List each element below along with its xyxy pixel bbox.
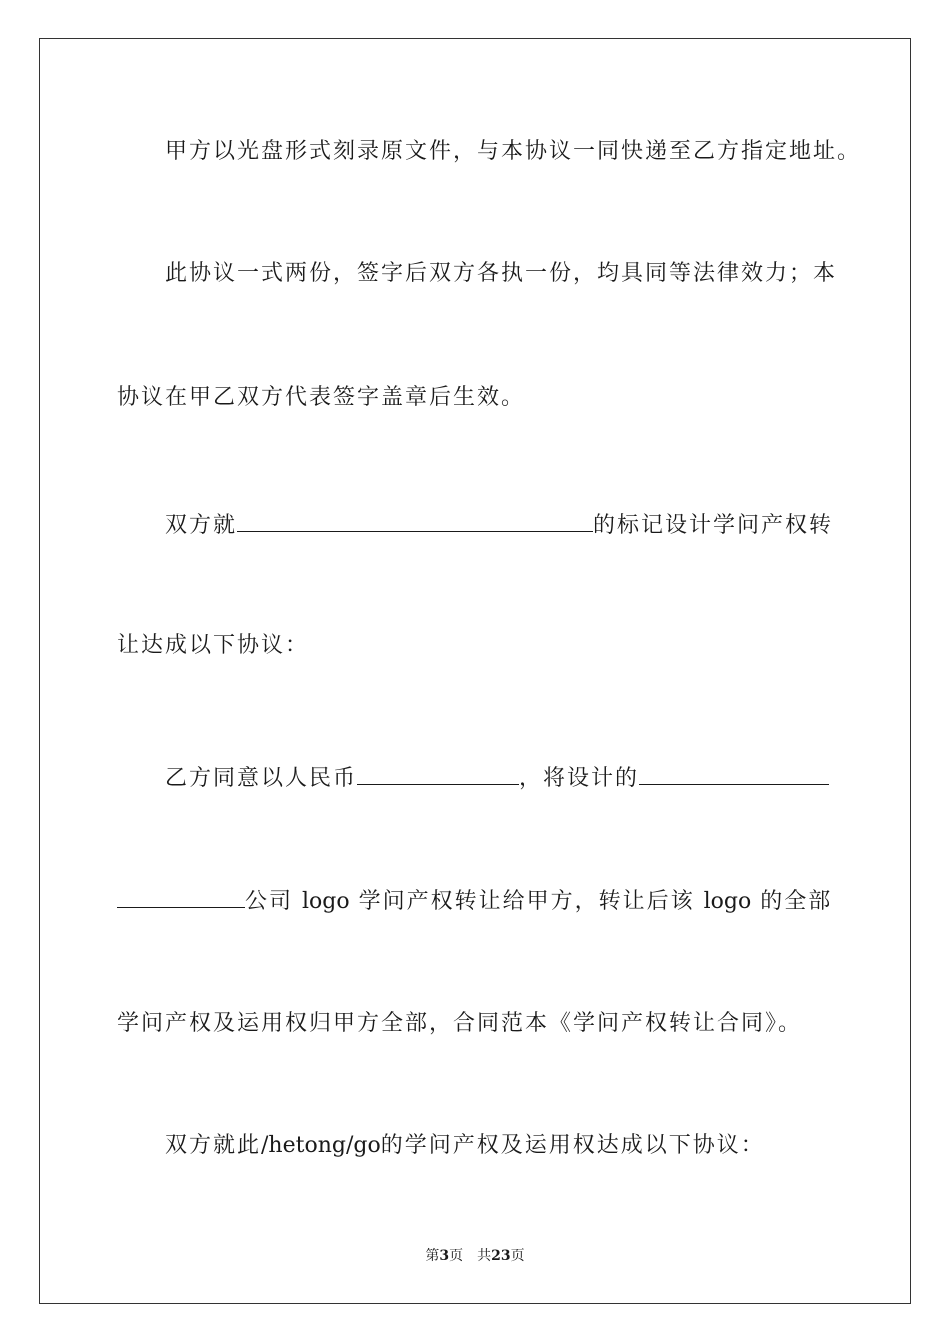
paragraph-transfer-line3 [117,1009,837,1039]
page-footer [0,1247,950,1265]
paragraph-text: 学问产权转让给甲方，转让后该 [358,889,695,914]
paragraph-text: 甲方以光盘形式刻录原文件，与本协议一同快递至乙方指定地址。 [165,139,862,164]
paragraph-text: 的全部 [760,889,833,914]
paragraph-text: 双方就 [165,513,238,538]
footer-total-suffix: 页 [510,1248,525,1264]
fill-in-blank-amount[interactable] [357,760,519,785]
paragraph-text: /hetong/go [261,1133,381,1158]
page-border [39,38,911,1304]
paragraph-text: logo [302,889,350,914]
paragraph-text: 乙方同意以人民币 [165,766,358,791]
paragraph-text: logo [703,889,752,914]
footer-page-suffix: 页 [449,1248,464,1264]
paragraph-text: 的标记设计学问产权转 [593,513,834,538]
footer-total-pages: 23 [491,1248,511,1264]
paragraph-usage-rights [117,1131,885,1161]
paragraph-text: 的学问产权及运用权达成以下协议： [380,1133,765,1158]
footer-total-prefix: 共 [477,1248,492,1264]
paragraph-text: 学问产权及运用权归甲方全部，合同范本《学问产权转让合同》。 [117,1011,803,1036]
paragraph-copies-line2 [117,383,837,413]
paragraph-text: 双方就此 [165,1133,262,1158]
fill-in-blank-subject[interactable] [237,507,593,532]
paragraph-text: 此协议一式两份，签字后双方各执一份，均具同等法律效力；本 [165,261,838,286]
paragraph-text: 协议在甲乙双方代表签字盖章后生效。 [117,385,526,410]
paragraph-transfer-line2 [117,883,837,917]
fill-in-blank-company[interactable] [117,883,245,908]
paragraph-text: 让达成以下协议： [117,633,310,658]
paragraph-disc-delivery [117,137,885,167]
paragraph-agreement-line1 [117,507,885,541]
paragraph-agreement-line2 [117,631,837,661]
paragraph-text: ，将设计的 [519,766,640,791]
paragraph-transfer-line1 [117,760,885,794]
footer-page-prefix: 第 [425,1248,440,1264]
footer-page-number: 3 [439,1248,450,1264]
paragraph-text: 公司 [245,889,294,914]
fill-in-blank-design[interactable] [639,760,829,785]
paragraph-copies-line1 [117,259,885,289]
